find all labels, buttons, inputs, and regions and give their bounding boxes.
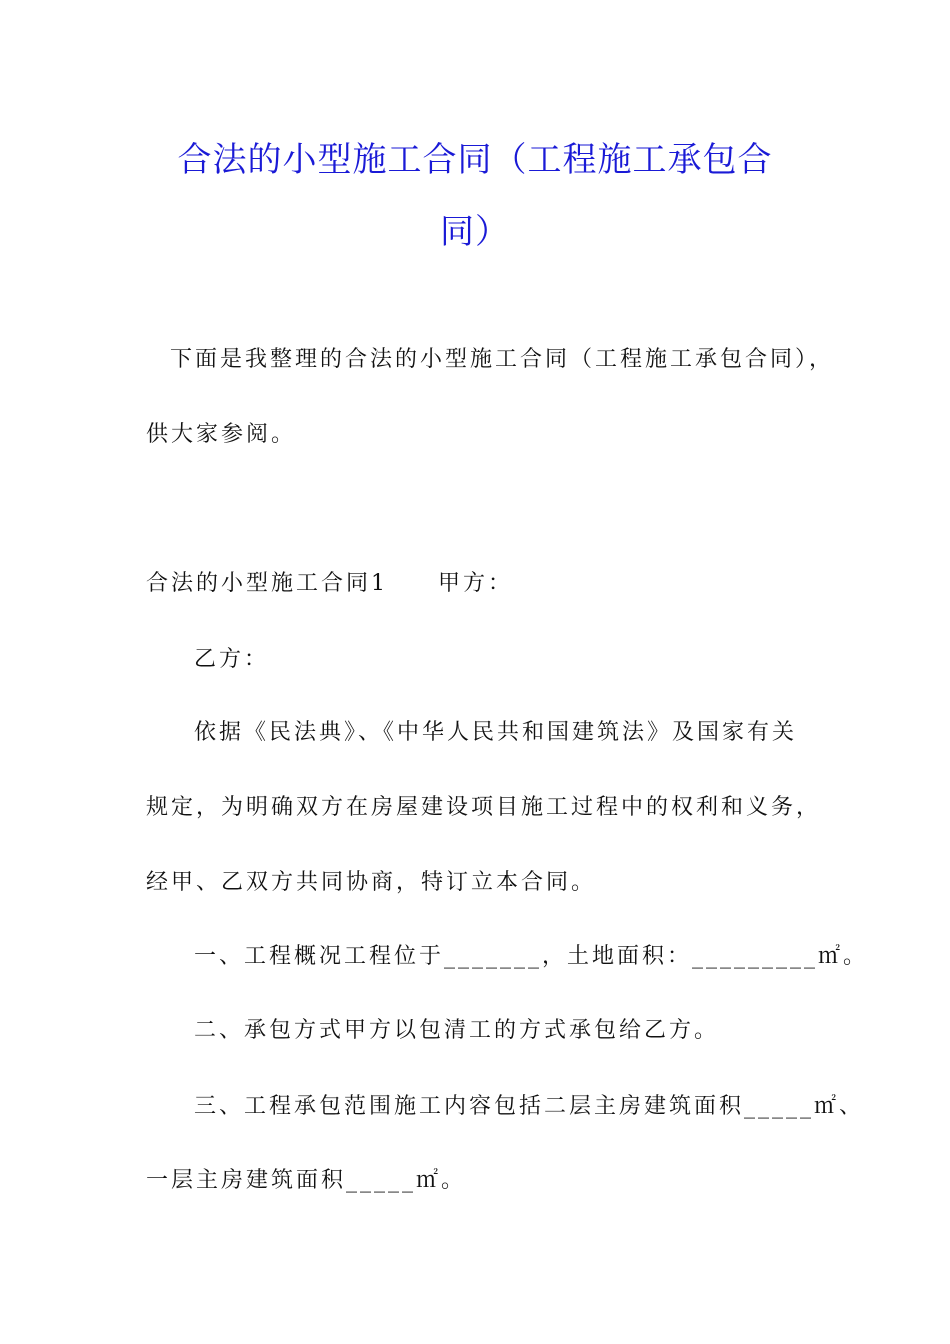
intro-line-1: 下面是我整理的合法的小型施工合同（工程施工承包合同）， bbox=[170, 347, 835, 372]
basis-line-3: 经甲、乙双方共同协商，特订立本合同。 bbox=[146, 870, 597, 895]
clause-1-overview: 一、工程概况工程位于_______，土地面积：_________㎡。 bbox=[194, 944, 869, 969]
document-title-line-2: 同） bbox=[440, 212, 510, 252]
clause-3-scope-line-2: 一层主房建筑面积_____㎡。 bbox=[146, 1168, 467, 1193]
intro-line-2: 供大家参阅。 bbox=[146, 422, 297, 447]
basis-line-1: 依据《民法典》、《中华人民共和国建筑法》及国家有关 bbox=[194, 720, 798, 745]
basis-line-2: 规定，为明确双方在房屋建设项目施工过程中的权利和义务， bbox=[146, 795, 822, 820]
clause-3-scope-line-1: 三、工程承包范围施工内容包括二层主房建筑面积_____㎡、 bbox=[194, 1094, 865, 1119]
document-title-line-1: 合法的小型施工合同（工程施工承包合 bbox=[177, 140, 773, 180]
clause-2-contract-method: 二、承包方式甲方以包清工的方式承包给乙方。 bbox=[194, 1018, 720, 1043]
contract-heading-party-a: 合法的小型施工合同1 甲方： bbox=[146, 571, 513, 596]
party-b-line: 乙方： bbox=[194, 647, 270, 672]
